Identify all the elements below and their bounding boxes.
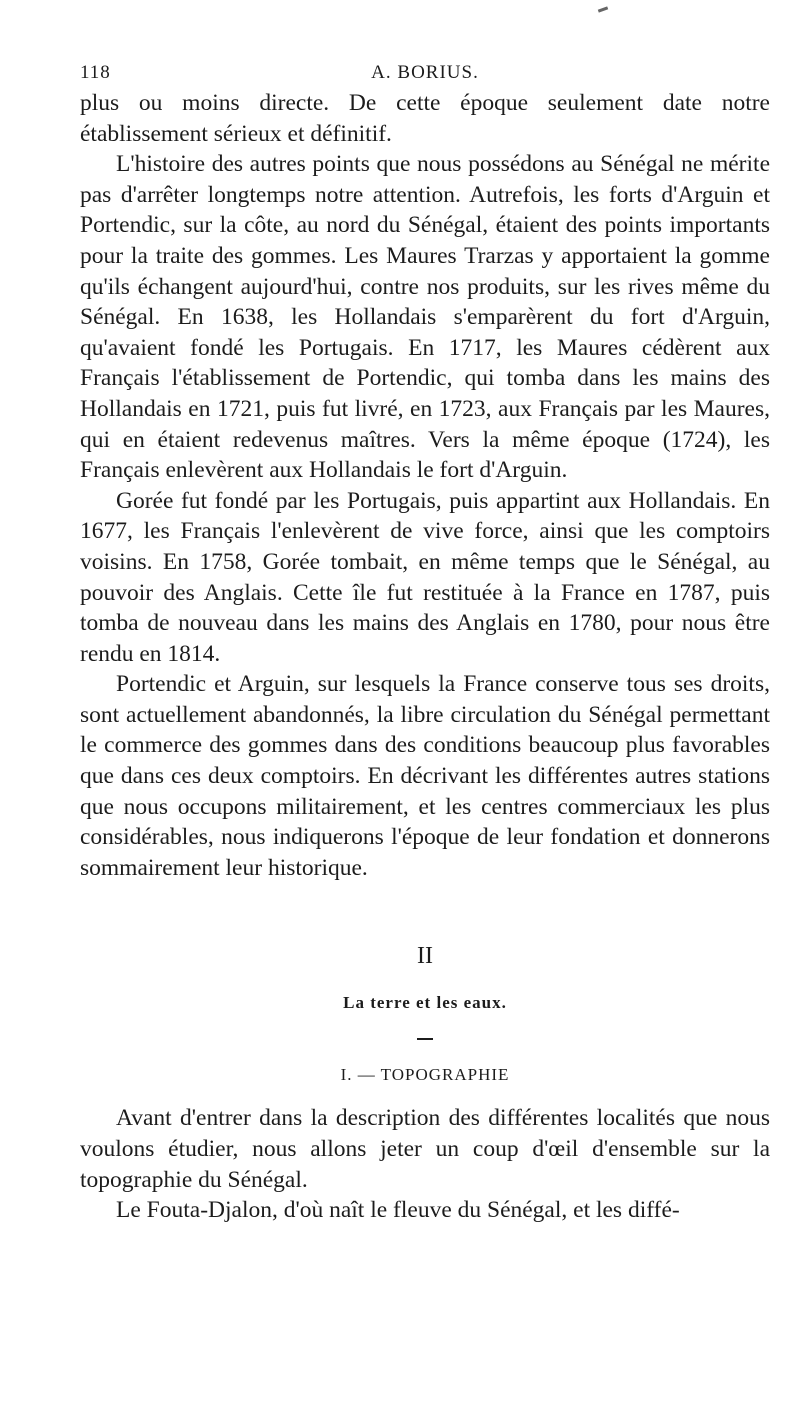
paragraph: Gorée fut fondé par les Portugais, puis appartint aux Hollandais. En 1677, les Français l'enlevèrent de vive force, ainsi que les comptoirs voisins. En 1758, Gorée tombait, en même temps que le Sénégal, au pouvoir des Anglais. Cette île fut restituée à la France en 1787, puis tomba de nouveau dans les mains des Anglais en 1780, pour nous être rendu en 1814. (80, 487, 770, 667)
paragraph: Avant d'entrer dans la description des différentes localités que nous voulons étudier, nous allons jeter un coup d'œil d'ensemble sur la topographie du Sénégal. (80, 1105, 770, 1193)
section-heading: I. — TOPOGRAPHIE (340, 1065, 510, 1085)
chapter-title: La terre et les eaux. (343, 993, 507, 1013)
chapter-number: II (417, 943, 433, 970)
body-text-before (80, 88, 770, 883)
paragraph: L'histoire des autres points que nous possédons au Sénégal ne mérite pas d'arrêter longtemps notre attention. Autrefois, les forts d'Arguin et Portendic, sur la côte, au nord du Sénégal, étaient des points importants pour la traite des gommes. Les Maures Trarzas y apportaient la gomme qu'ils échangent aujourd'hui, contre nos produits, sur les rives même du Sénégal. En 1638, les Hollandais s'emparèrent du fort d'Arguin, qu'avaient fondé les Portugais. En 1717, les Maures cédèrent aux Français l'établissement de Portendic, qui tomba dans les mains des Hollandais en 1721, puis fut livré, en 1723, aux Français par les Maures, qui en étaient redevenus maîtres. Vers la même époque (1724), les Français enlevèrent aux Hollandais le fort d'Arguin. (80, 151, 770, 484)
print-speck (598, 6, 608, 12)
section-rule (417, 1038, 433, 1040)
paragraph: Portendic et Arguin, sur lesquels la France conserve tous ses droits, sont actuellement abandonnés, la libre circulation du Sénégal permettant le commerce des gommes dans des conditions beaucoup plus favorables que dans ces deux comptoirs. En décrivant les différentes autres stations que nous occupons militairement, et les centres commerciaux les plus considérables, nous indiquerons l'époque de leur fondation et donnerons sommairement leur historique. (80, 671, 770, 881)
body-text-after (80, 1103, 770, 1225)
paragraph: plus ou moins directe. De cette époque seulement date notre établissement sérieux et définitif. (80, 90, 770, 147)
book-page (80, 58, 770, 1226)
running-head-author: A. BORIUS. (371, 62, 479, 83)
running-head (80, 58, 770, 88)
paragraph: Le Fouta-Djalon, d'où naît le fleuve du Sénégal, et les diffé- (116, 1197, 680, 1224)
page-number: 118 (80, 62, 111, 83)
